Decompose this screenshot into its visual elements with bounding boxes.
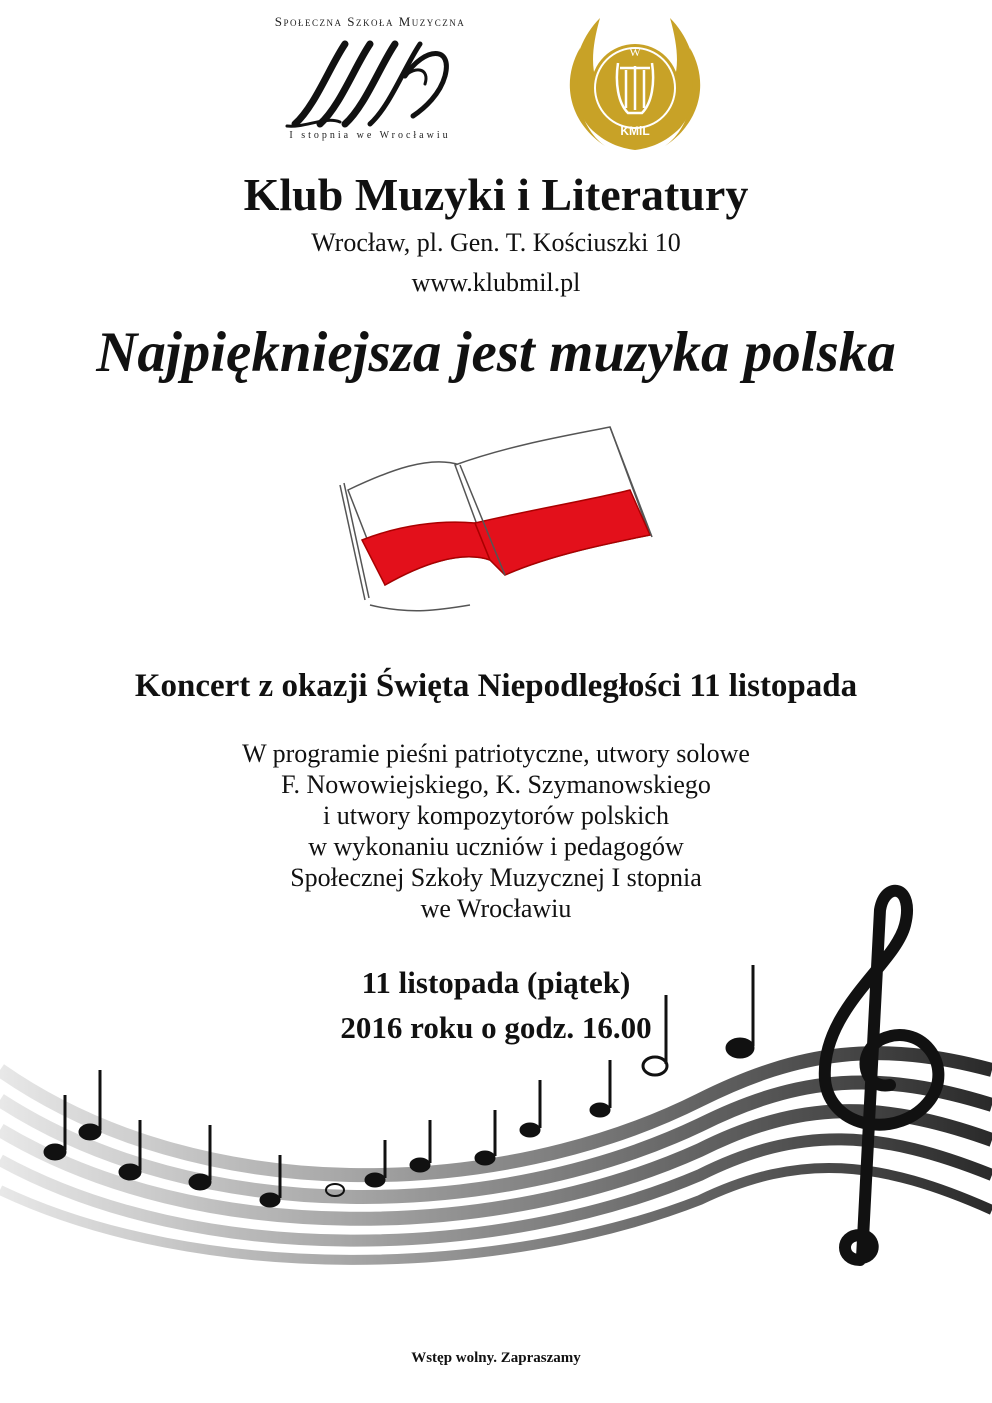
concert-date: 11 listopada (piątek) <box>361 965 631 1000</box>
music-staff-illustration <box>0 870 992 1290</box>
main-title: Najpiękniejsza jest muzyka polska <box>96 321 896 384</box>
concert-title: Koncert z okazji Święta Niepodległości 11 listopada <box>134 668 858 704</box>
club-website: www.klubmil.pl <box>411 268 581 297</box>
school-logo-top-text: Społeczna Szkoła Muzyczna <box>274 14 466 29</box>
program-line: F. Nowowiejskiego, K. Szymanowskiego <box>281 770 711 799</box>
school-logo-bottom-text: I stopnia we Wrocławiu <box>289 130 451 141</box>
svg-text:W: W <box>629 45 641 59</box>
school-monogram-icon <box>285 36 455 131</box>
program-line: i utwory kompozytorów polskich <box>323 801 669 830</box>
footer-note: Wstęp wolny. Zapraszamy <box>411 1350 581 1366</box>
school-logo <box>255 14 485 144</box>
club-address: Wrocław, pl. Gen. T. Kościuszki 10 <box>311 228 681 257</box>
polish-flag-illustration <box>330 415 660 625</box>
program-line: W programie pieśni patriotyczne, utwory solowe <box>242 739 750 768</box>
club-name: Klub Muzyki i Literatury <box>243 169 749 220</box>
kmil-logo-text: KMiL <box>620 124 650 138</box>
program-line: Społecznej Szkoły Muzycznej I stopnia <box>290 863 702 892</box>
kmil-logo <box>560 8 710 156</box>
program-line: w wykonaniu uczniów i pedagogów <box>308 832 684 861</box>
concert-time: 2016 roku o godz. 16.00 <box>340 1010 652 1045</box>
program-line: we Wrocławiu <box>420 894 572 923</box>
